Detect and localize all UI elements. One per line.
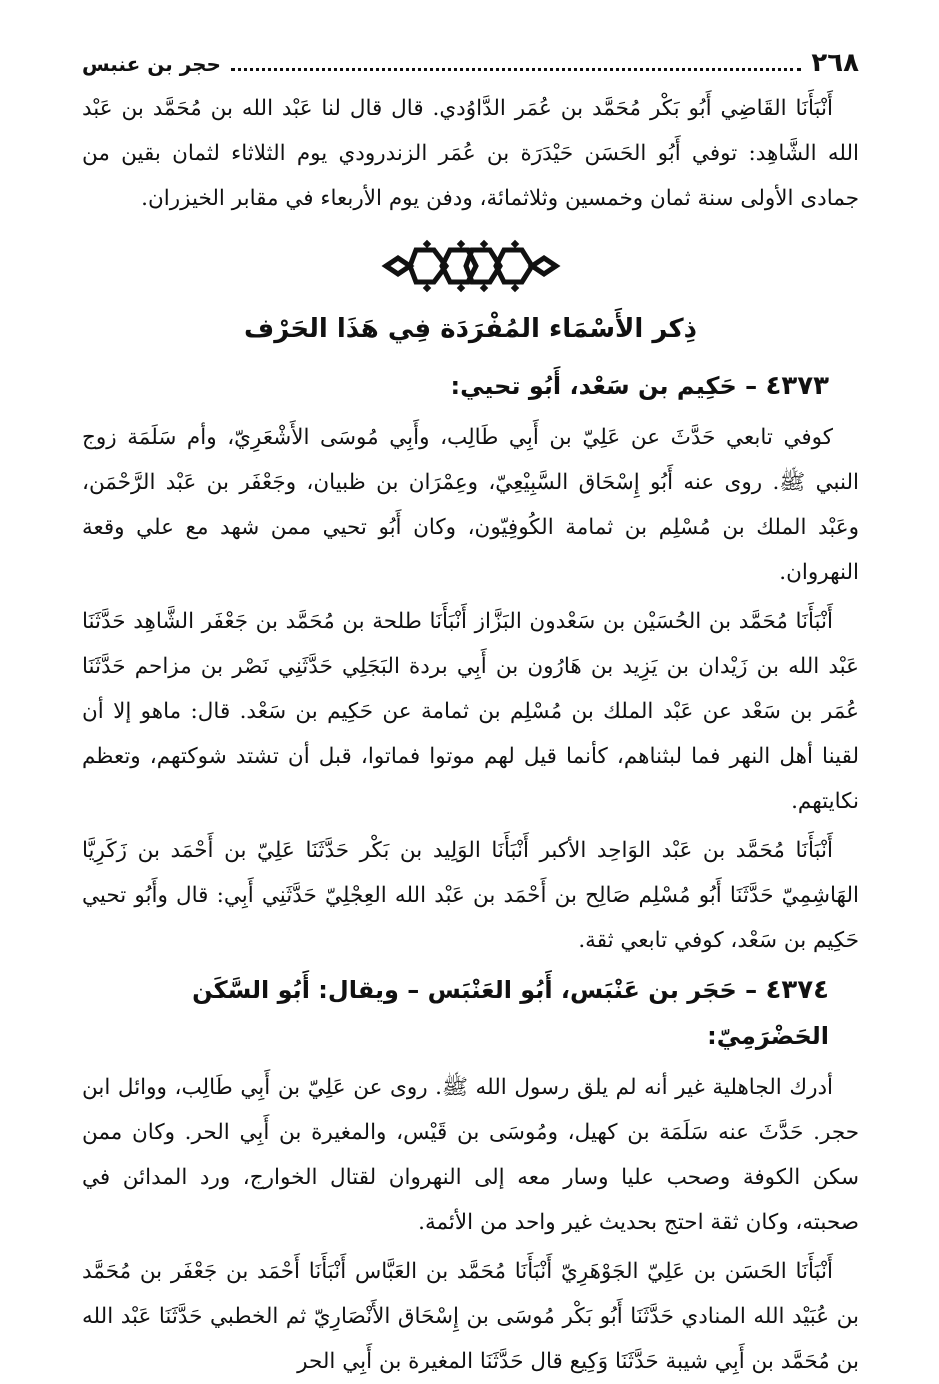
entry-paragraph: أَنْبَأَنَا الحَسَن بن عَلِيّ الجَوْهَرِيّ أَنْبَأَنَا مُحَمَّد بن العَبَّاس أَنْبَأَنَا أَحْمَد بن جَعْفَر بن مُحَمَّد بن عُبَيْد الله المنادي حَدَّثَنَا أَبُو بَكْر مُوسَى بن إِسْحَاق الأَنْصَارِيّ ثم الخطبي حَدَّثَنَا عَبْد الله بن مُحَمَّد بن أَبِي شيبة حَدَّثَنَا وَكِيع قال حَدَّثَنَا المغيرة بن أَبِي الحر — [82, 1259, 859, 1374]
entry-title — [82, 967, 859, 1059]
ornament-end-diamond — [386, 258, 410, 274]
entry-title — [82, 363, 859, 409]
section-title: ذِكر الأَسْمَاء المُفْرَدَة فِي هَذَا الحَرْف — [244, 314, 697, 344]
entry-number: ٤٣٧٤ — [765, 975, 829, 1005]
entry-heading: حَكِيم بن سَعْد، أَبُو تحيي: — [450, 372, 737, 400]
entry-paragraph: أدرك الجاهلية غير أنه لم يلق رسول الله ﷺ. روى عن عَلِيّ بن أَبِي طَالِب، ووائل ابن حجر. حَدَّثَ عنه سَلَمَة بن كهيل، ومُوسَى بن قَيْس، والمغيرة بن أَبِي الحر. وكان ممن سكن الكوفة وصحب عليا وسار معه إلى النهروان لقتال الخوارج، ورد المدائن في صحبته، وكان ثقة احتج بحديث غير واحد من الأئمة. — [82, 1075, 859, 1235]
entry-paragraph: أَنْبَأَنَا مُحَمَّد بن الحُسَيْن بن سَعْدون البَزَّاز أَنْبَأَنَا طلحة بن مُحَمَّد بن جَعْفَر الشَّاهِد حَدَّثَنَا عَبْد الله بن زَيْدان بن يَزِيد بن هَارُون بن أَبِي بردة البَجَلِي حَدَّثَنِي نَصْر بن مزاحم حَدَّثَنَا عُمَر بن سَعْد عن عَبْد الملك بن مُسْلِم بن ثمامة عن حَكِيم بن سَعْد. قال: ماهو إلا أن لقينا أهل النهر فما لبثناهم، كأنما قيل لهم موتوا فماتوا، قبل أن تشتد شوكتهم، وتعظم نكايتهم. — [82, 609, 860, 814]
ornament-end-diamond — [532, 258, 556, 274]
decorative-ornament-icon — [82, 233, 859, 299]
ornament-svg — [376, 236, 566, 296]
header-leader-dots — [231, 67, 801, 71]
page-number: ٢٦٨ — [811, 48, 859, 78]
entry-dash: – — [736, 976, 758, 1004]
entry-paragraph: كوفي تابعي حَدَّثَ عن عَلِيّ بن أَبِي طَالِب، وأَبِي مُوسَى الأَشْعَرِيّ، وأم سَلَمَة زوج النبي ﷺ. روى عنه أَبُو إِسْحَاق السَّبِيْعِيّ، وعِمْرَان بن ظبيان، وجَعْفَر بن عَبْد الرَّحْمَن، وعَبْد الملك بن مُسْلِم بن ثمامة الكُوفِيّون، وكان أَبُو تحيي ممن شهد مع علي وقعة النهروان. — [82, 425, 859, 585]
page-header — [82, 48, 859, 82]
entry-number: ٤٣٧٣ — [765, 371, 829, 401]
entry-dash: – — [736, 372, 758, 400]
intro-paragraph: أَنْبَأَنَا القَاضِي أَبُو بَكْر مُحَمَّد بن عُمَر الدَّاوُدي. قال قال لنا عَبْد الله بن مُحَمَّد بن عَبْد الله الشَّاهِد: توفي أَبُو الحَسَن حَيْدَرَة بن عُمَر الزندرودي يوم الثلاثاء لثمان بقين من جمادى الأولى سنة ثمان وخمسين وثلاثمائة، ودفن يوم الأربعاء في مقابر الخيزران. — [82, 96, 859, 211]
entry-heading: حَجَر بن عَنْبَس، أَبُو العَنْبَس – ويقال: أَبُو السَّكَن الحَضْرَمِيّ: — [192, 976, 829, 1050]
entry-paragraph: أَنْبَأَنَا مُحَمَّد بن عَبْد الوَاحِد الأكبر أَنْبَأَنَا الوَلِيد بن بَكْر حَدَّثَنَا عَلِيّ بن أَحْمَد بن زَكَرِيَّا الهَاشِمِيّ حَدَّثَنَا أَبُو مُسْلِم صَالِح بن أَحْمَد بن عَبْد الله العِجْلِيّ حَدَّثَنِي أَبِي: قال وأَبُو تحيي حَكِيم بن سَعْد، كوفي تابعي ثقة. — [82, 838, 859, 953]
running-title: حجر بن عنبس — [82, 52, 221, 76]
